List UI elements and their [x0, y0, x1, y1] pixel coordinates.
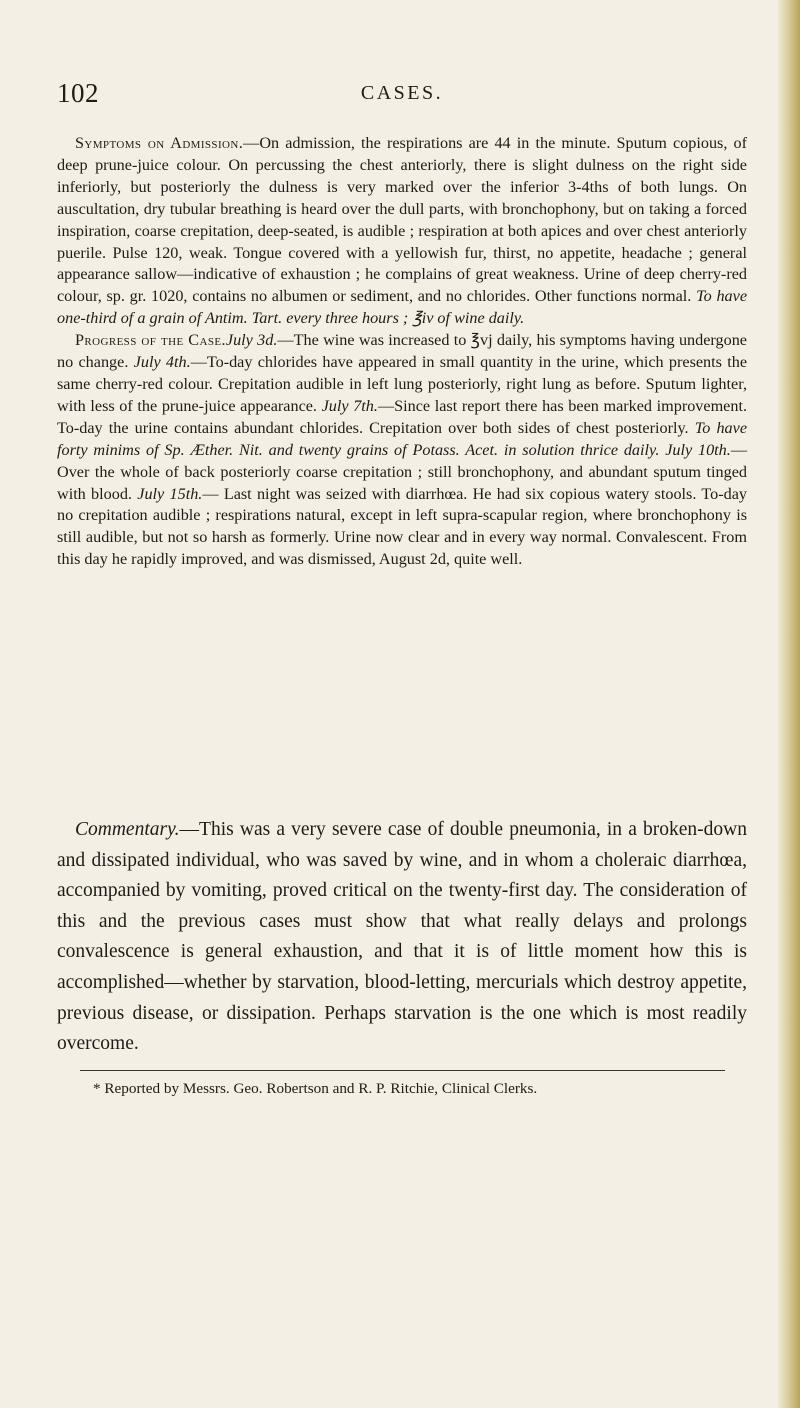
page-header [57, 78, 747, 114]
commentary-text: —This was a very severe case of double pneumonia, in a broken-down and dissipated individual, who was saved by wine, and in whom a choleraic diarrhœa, accompanied by vomiting, proved critical on the twenty-first day. The consideration of this and the previous cases must show that what really delays and prolongs convalescence is general exhaustion, and that it is of little moment how this is accomplished—whether by starvation, blood-letting, mercurials which destroy appetite, previous disease, or dissipation. Perhaps starvation is the one which is most readily overcome. [57, 819, 747, 1055]
progress-heading: Progress of the Case. [75, 331, 226, 350]
progress-prescription: To have forty minims of Sp. Æther. Nit. and twenty grains of Potass. Acet. in solution thrice daily. [57, 418, 748, 459]
commentary-paragraph [57, 815, 747, 1060]
symptoms-prescription: To have one-third of a grain of Antim. Tart. every three hours ; ℥iv of wine daily. [57, 287, 748, 328]
page-number: 102 [57, 78, 99, 108]
progress-text-4: —Over the whole of back posteriorly coarse crepitation ; still bronchophony, and abundant sputum tinged with blood. [57, 440, 748, 503]
progress-date-1: July 3d. [225, 331, 278, 350]
progress-text-3: —Since last report there has been marked improvement. To-day the urine contains abundant chlorides. Crepitation over both sides of chest posteriorly. [57, 396, 748, 437]
running-head: CASES. [360, 82, 444, 104]
progress-text-5: — Last night was seized with diarrhœa. He had six copious watery stools. To-day no crepitation audible ; respirations natural, except in left supra-scapular region, where bronchophony is still audible, but not so harsh as formerly. Urine now clear and in every way normal. Convalescent. From this day he rapidly improved, and was dismissed, August 2d, quite well. [57, 484, 747, 569]
symptoms-heading: Symptoms on Admission. [75, 134, 244, 152]
progress-date-4: July 10th. [665, 440, 731, 459]
page-edge-shading [778, 0, 800, 1408]
commentary-heading: Commentary. [75, 819, 180, 840]
symptoms-text: —On admission, the respirations are 44 in the minute. Sputum copious, of deep prune-juice colour. On percussing the chest anteriorly, there is slight dulness on the right side inferiorly, but posteriorly the dulness is very marked over the inferior 3-4ths of both lungs. On auscultation, dry tubular breathing is heard over the dull parts, with bronchophony, but on taking a forced inspiration, coarse crepitation, deep-seated, is audible ; respiration at both apices and over chest anteriorly puerile. Pulse 120, weak. Tongue covered with a yellowish fur, thirst, no appetite, headache ; general appearance sallow—indicative of exhaustion ; he complains of great weakness. Urine of deep cherry-red colour, sp. gr. 1020, contains no albumen or sediment, and no chlorides. Other functions normal. [57, 134, 747, 306]
progress-date-5: July 15th. [137, 484, 203, 503]
symptoms-paragraph [57, 133, 747, 330]
progress-text-2: —To-day chlorides have appeared in small quantity in the urine, which presents the same cherry-red colour. Crepitation audible in left lung posteriorly, right lung as before. Sputum lighter, with less of the prune-juice appearance. [57, 353, 748, 415]
case-report-text [57, 133, 747, 571]
footnote-rule [80, 1070, 725, 1071]
progress-date-3: July 7th. [321, 396, 378, 415]
progress-date-2: July 4th. [133, 353, 191, 372]
progress-text-1: —The wine was increased to ℥vj daily, his symptoms having undergone no change. [57, 331, 747, 372]
commentary-section [57, 815, 747, 1060]
footnote: * Reported by Messrs. Geo. Robertson and R. P. Ritchie, Clinical Clerks. [93, 1080, 538, 1097]
progress-paragraph [57, 330, 747, 571]
